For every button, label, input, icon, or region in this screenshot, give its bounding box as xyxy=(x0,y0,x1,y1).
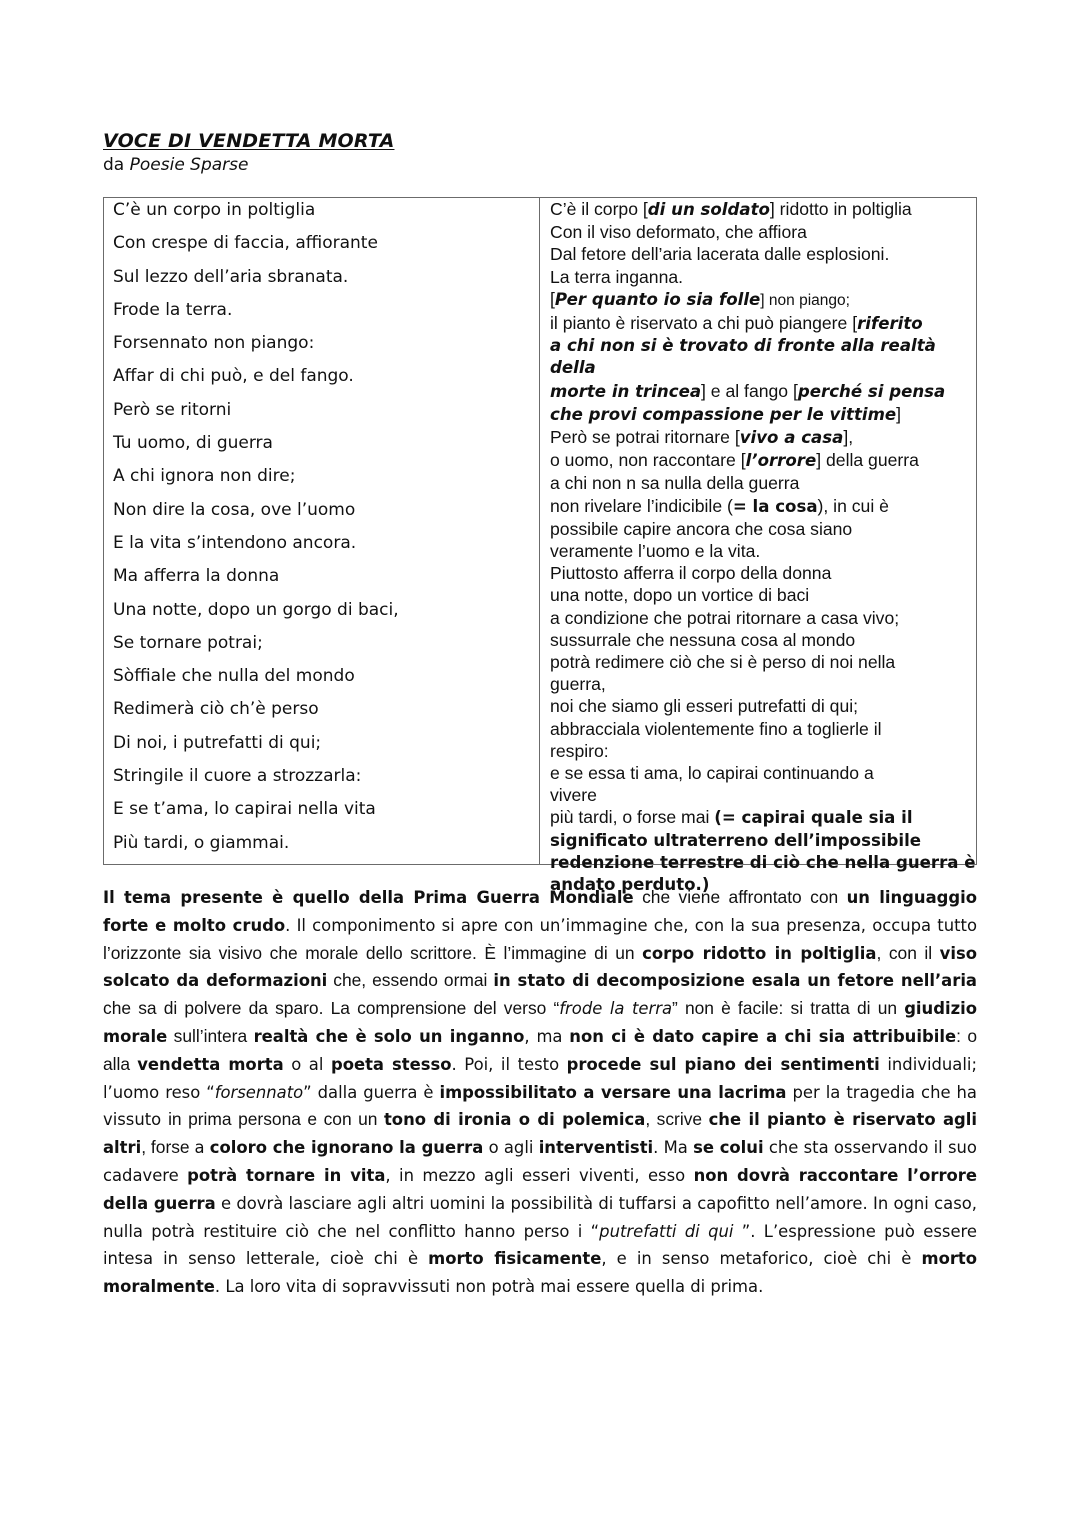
emphasis: poeta stesso xyxy=(330,1054,452,1074)
text: a xyxy=(194,1138,210,1158)
verse-line: Non dire la cosa, ove l’uomo xyxy=(113,499,356,520)
emphasis: vivo a casa xyxy=(739,428,844,448)
text: o al xyxy=(283,1054,331,1074)
text: . Ma xyxy=(653,1138,694,1158)
emphasis: realtà che è solo un inganno xyxy=(253,1026,525,1046)
text: l’orizzonte sia visivo che morale dello scrittore. È l’immagine di un xyxy=(103,942,643,963)
text: sull’intera xyxy=(167,1025,254,1046)
verse-line: Frode la terra. xyxy=(113,299,233,320)
paraphrase-line: a condizione che potrai ritornare a casa vivo; xyxy=(550,607,900,628)
paraphrase-line: La terra inganna. xyxy=(550,266,684,287)
paraphrase-line: una notte, dopo un vortice di baci xyxy=(550,585,810,606)
source-prefix: da xyxy=(103,155,130,175)
paraphrase-line xyxy=(550,380,976,403)
verse-line: Ma afferra la donna xyxy=(113,566,280,587)
text: ”. L’espressione può essere intesa in senso letterale, cioè chi è xyxy=(103,1221,977,1269)
text: [ xyxy=(550,288,555,309)
text: C’è il corpo [ xyxy=(550,199,648,219)
paraphrase-line: redenzione terrestre di ciò che nella guerra è xyxy=(550,852,976,872)
paraphrase-line xyxy=(550,403,976,426)
text: il pianto è riservato a chi può piangere [ xyxy=(550,313,858,334)
quote: frode la terra xyxy=(559,999,672,1019)
emphasis: di un soldato xyxy=(647,200,770,219)
emphasis: procede sul piano dei sentimenti xyxy=(566,1054,880,1074)
text: ] xyxy=(896,403,902,424)
text: , con il xyxy=(876,942,940,963)
text: , e in senso metaforico, cioè chi è xyxy=(601,1249,922,1269)
text: e dovrà lasciare agli altri uomini la possibilità di tuffarsi a capofitto nell’amore. In ogni caso, nulla potrà restituire ciò che nel conflitto hanno perso i “ xyxy=(103,1193,977,1241)
emphasis: viso solcato da deformazioni xyxy=(103,943,977,991)
emphasis: un linguaggio forte e molto crudo xyxy=(103,888,977,935)
paraphrase-line: potrà redimere ciò che si è perso di noi nella xyxy=(550,652,896,673)
paraphrase-line: respiro: xyxy=(550,740,609,761)
text: in prima persona e con un xyxy=(168,1109,384,1130)
verse-line: Una notte, dopo un gorgo di baci, xyxy=(113,599,399,620)
poem-paraphrase-table xyxy=(103,197,977,895)
emphasis: in stato di decomposizione esala un fetore nell’aria xyxy=(493,971,977,991)
verse-line: Però se ritorni xyxy=(113,399,232,420)
text: più tardi, o forse mai xyxy=(550,807,715,828)
text: , forse xyxy=(141,1137,195,1158)
paraphrase-line: abbracciala violentemente fino a toglierle il xyxy=(550,718,882,739)
paraphrase-line: possibile capire ancora che cosa siano xyxy=(550,518,853,539)
emphasis: morto fisicamente xyxy=(428,1249,602,1269)
quote: forsennato xyxy=(214,1082,304,1102)
text: che sta osservando il suo cadavere xyxy=(103,1138,977,1185)
text: che, essendo ormai xyxy=(327,970,494,991)
text: per la tragedia che ha vissuto xyxy=(103,1082,977,1130)
poem-title: VOCE DI VENDETTA MORTA xyxy=(103,130,395,152)
paraphrase-line: vivere xyxy=(550,785,597,806)
poem-source xyxy=(103,154,977,176)
original-poem-column xyxy=(104,198,540,864)
verse-line: Redimerà ciò ch’è perso xyxy=(113,699,319,720)
emphasis: se colui xyxy=(693,1138,764,1158)
text: reso “ xyxy=(165,1082,215,1102)
text: , in mezzo agli esseri viventi, esso xyxy=(385,1165,694,1185)
text: : o alla xyxy=(103,1025,978,1074)
text: o uomo, non raccontare [ xyxy=(550,450,746,471)
paraphrase-line: Dal fetore dell’aria lacerata dalle esplosioni. xyxy=(550,244,890,265)
text: ] e al fango [ xyxy=(701,380,798,401)
emphasis: Per quanto io sia folle xyxy=(554,289,761,309)
paraphrase-line: veramente l’uomo e la vita. xyxy=(550,541,761,562)
verse-line: Sòffiale che nulla del mondo xyxy=(113,666,355,687)
paraphrase-line: noi che siamo gli esseri putrefatti di qui; xyxy=(550,696,859,717)
emphasis: corpo ridotto in poltiglia xyxy=(642,943,877,963)
text: ], xyxy=(843,427,854,448)
verse-line: Se tornare potrai; xyxy=(113,632,263,653)
paraphrase-line xyxy=(550,288,976,312)
paraphrase-line xyxy=(550,449,976,472)
verse-line: Di noi, i putrefatti di qui; xyxy=(113,732,322,753)
emphasis: morte in trincea xyxy=(550,381,702,401)
text: o agli xyxy=(483,1138,539,1158)
paraphrase-line: Piuttosto afferra il corpo della donna xyxy=(550,563,832,584)
verse-line: Più tardi, o giammai. xyxy=(113,832,290,853)
emphasis: coloro che ignorano la guerra xyxy=(209,1138,484,1158)
paraphrase-line: Con il viso deformato, che affiora xyxy=(550,222,807,243)
source-work: Poesie Sparse xyxy=(129,155,249,175)
document-page xyxy=(103,128,978,1297)
text: . La loro vita di sopravvissuti non potrà mai essere quella di prima. xyxy=(214,1277,764,1297)
text: che sa di polvere da sparo. La comprensione del verso “ xyxy=(103,998,560,1019)
paraphrase-line: significato ultraterreno dell’impossibile xyxy=(550,830,922,850)
text: ] ridotto in poltiglia xyxy=(769,199,912,219)
text: che viene affrontato con xyxy=(633,887,847,907)
emphasis: = la cosa xyxy=(732,496,818,516)
paraphrase-line xyxy=(550,198,976,221)
quote: putrefatti di qui xyxy=(599,1221,742,1241)
verse-line: C’è un corpo in poltiglia xyxy=(113,200,316,220)
text: Però se potrai ritornare [ xyxy=(550,427,740,448)
text: non rivelare l’indicibile ( xyxy=(550,495,733,516)
emphasis: morto moralmente xyxy=(103,1249,978,1297)
text: ” non è facile: si tratta di un xyxy=(672,998,905,1019)
text: ] non piango; xyxy=(760,291,850,309)
verse-line: E se t’ama, lo capirai nella vita xyxy=(113,799,376,820)
paraphrase-line: a chi non n sa nulla della guerra xyxy=(550,473,800,494)
verse-line: A chi ignora non dire; xyxy=(113,466,296,487)
commentary-paragraph xyxy=(103,884,977,1301)
verse-line: Tu uomo, di guerra xyxy=(113,433,273,454)
emphasis: non dovrà raccontare l’orrore della guerra xyxy=(103,1165,978,1213)
verse-line: Affar di chi può, e del fango. xyxy=(113,366,354,387)
paraphrase-line xyxy=(550,495,976,518)
emphasis: tono di ironia o di polemica xyxy=(383,1110,646,1130)
emphasis: impossibilitato a versare una lacrima xyxy=(439,1082,787,1102)
emphasis: che provi compassione per le vittime xyxy=(550,404,897,424)
text: ), in cui è xyxy=(817,495,889,516)
verse-line: Sul lezzo dell’aria sbranata. xyxy=(113,266,349,287)
paraphrase-line xyxy=(550,312,976,335)
emphasis: l’orrore xyxy=(745,451,817,471)
verse-line: Stringile il cuore a strozzarla: xyxy=(113,766,362,787)
emphasis: Il tema presente è quello della Prima Guerra Mondiale xyxy=(103,888,634,907)
paraphrase-line xyxy=(550,426,976,449)
emphasis: che il pianto è riservato agli altri xyxy=(103,1110,977,1158)
emphasis: perché si pensa xyxy=(797,381,946,401)
paraphrase-line xyxy=(550,806,976,829)
text: . Il componimento si apre con un’immagine che, con la sua presenza, occupa tutto xyxy=(285,915,977,935)
emphasis: interventisti xyxy=(538,1138,654,1158)
emphasis: (= capirai quale sia il xyxy=(714,808,913,828)
paraphrase-line: a chi non si è trovato di fronte alla realtà della xyxy=(550,336,936,378)
verse-line: E la vita s’intendono ancora. xyxy=(113,532,357,553)
emphasis: vendetta morta xyxy=(137,1054,284,1074)
text: , scrive xyxy=(645,1109,709,1130)
paraphrase-column xyxy=(540,198,976,895)
emphasis: potrà tornare in vita xyxy=(187,1165,386,1185)
paraphrase-line: guerra, xyxy=(550,674,606,695)
paraphrase-line: e se essa ti ama, lo capirai continuando a xyxy=(550,763,874,784)
emphasis: non ci è dato capire a chi sia attribuibile xyxy=(569,1026,957,1046)
paraphrase-line: sussurrale che nessuna cosa al mondo xyxy=(550,629,856,650)
text: individuali; l’uomo xyxy=(103,1054,977,1102)
emphasis: giudizio morale xyxy=(103,999,977,1046)
verse-line: Forsennato non piango: xyxy=(113,333,315,354)
paraphrase-line: andato perduto.) xyxy=(550,875,710,895)
text: ” dalla guerra è xyxy=(303,1082,440,1102)
emphasis: riferito xyxy=(857,314,923,334)
text: ] della guerra xyxy=(816,450,919,471)
text: . Poi, il testo xyxy=(451,1054,567,1074)
verse-line: Con crespe di faccia, affiorante xyxy=(113,233,378,254)
text: , ma xyxy=(524,1026,570,1046)
